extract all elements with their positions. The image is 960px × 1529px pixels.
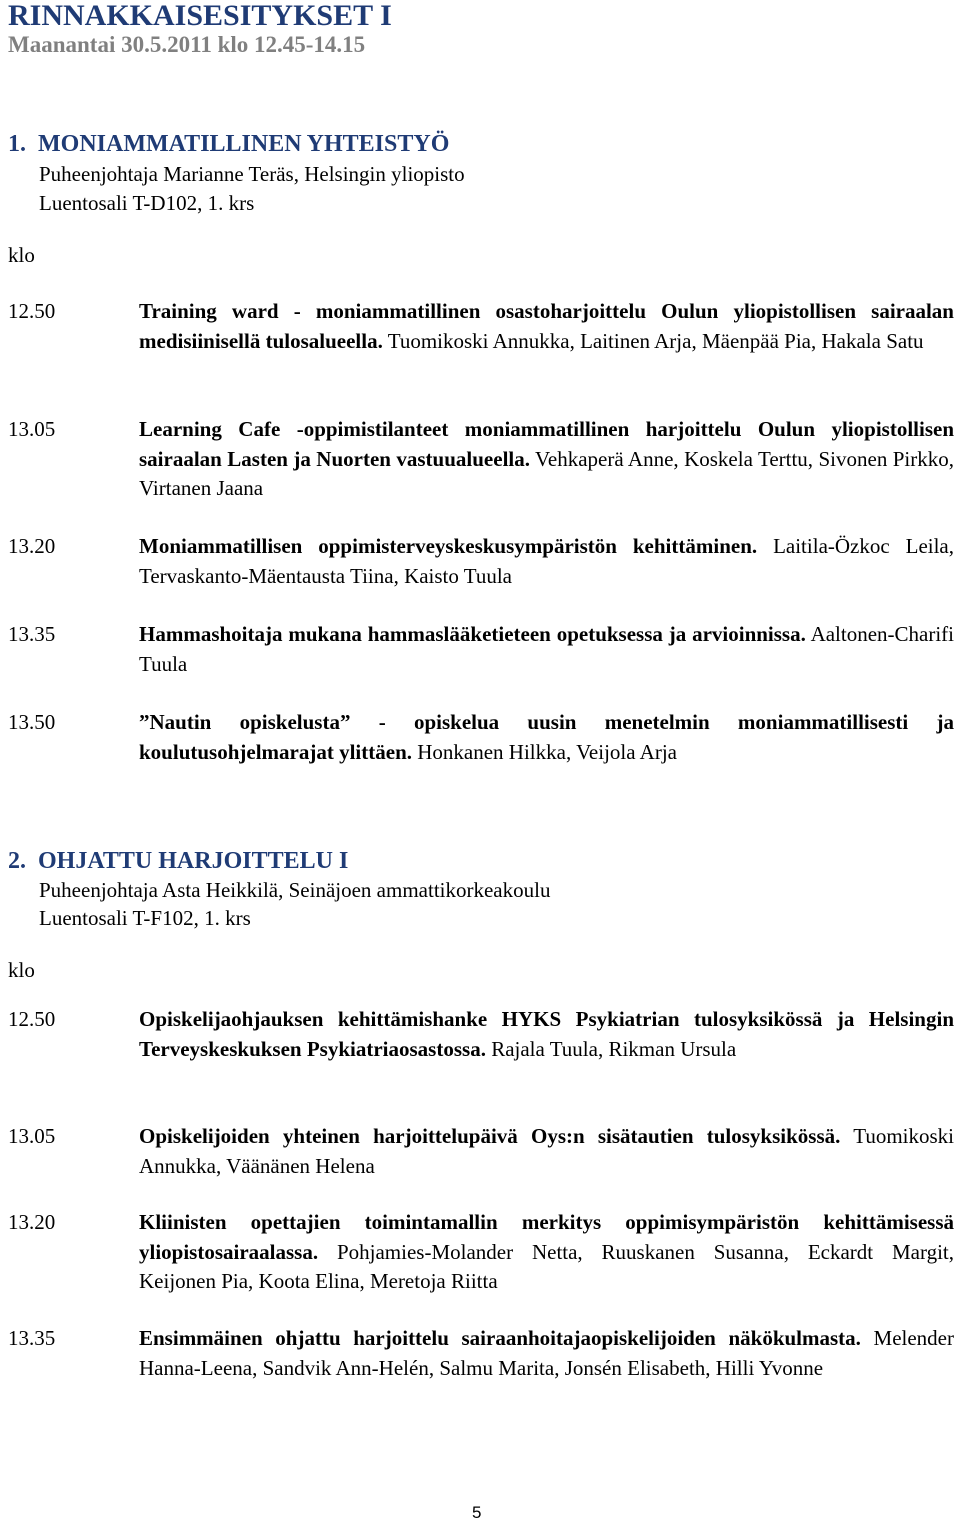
item-authors: Melender Hanna-Leena, Sandvik Ann-Helén, Salmu Marita, Jonsén Elisabeth, Hilli Yvonne bbox=[139, 1326, 954, 1380]
klo-label: klo bbox=[8, 243, 35, 267]
item-authors: Vehkaperä Anne, Koskela Terttu, Sivonen Pirkko, Virtanen Jaana bbox=[139, 446, 955, 500]
item-time: 13.05 bbox=[8, 1124, 56, 1148]
item-title: Training ward - moniammatillinen osastoharjoittelu Oulun yliopistollisen sairaalan medisiinisellä tulosalueella. bbox=[139, 299, 954, 353]
item-time: 13.05 bbox=[8, 417, 56, 441]
item-time: 13.20 bbox=[8, 1210, 56, 1234]
item-authors: Pohjamies-Molander Netta, Ruuskanen Susanna, Eckardt Margit, Keijonen Pia, Koota Elina, Meretoja Riitta bbox=[139, 1239, 954, 1293]
page-number: 5 bbox=[472, 1503, 482, 1522]
item-title: Moniammatillisen oppimisterveyskeskusympäristön kehittäminen. bbox=[139, 534, 758, 558]
program-item bbox=[8, 1005, 954, 1064]
item-time: 13.20 bbox=[8, 534, 56, 558]
session-chair: Puheenjohtaja Asta Heikkilä, Seinäjoen ammattikorkeakoulu bbox=[39, 878, 551, 902]
program-item bbox=[8, 1324, 954, 1383]
program-item bbox=[8, 1208, 954, 1297]
item-authors: Aaltonen-Charifi Tuula bbox=[139, 622, 955, 676]
item-title: Ensimmäinen ohjattu harjoittelu sairaanhoitajaopiskelijoiden näkökulmasta. bbox=[139, 1326, 861, 1350]
page-subtitle: Maanantai 30.5.2011 klo 12.45-14.15 bbox=[8, 32, 366, 57]
program-item bbox=[8, 1122, 954, 1181]
session-2-heading bbox=[8, 847, 348, 875]
item-time: 12.50 bbox=[8, 299, 56, 323]
item-authors: Tuomikoski Annukka, Väänänen Helena bbox=[139, 1124, 954, 1178]
session-room: Luentosali T-D102, 1. krs bbox=[39, 191, 255, 215]
session-1-heading bbox=[8, 130, 449, 158]
session-chair: Puheenjohtaja Marianne Teräs, Helsingin yliopisto bbox=[39, 162, 465, 186]
session-number: 1. bbox=[8, 131, 26, 157]
item-time: 13.50 bbox=[8, 710, 56, 734]
item-time: 12.50 bbox=[8, 1007, 56, 1031]
item-title: Kliinisten opettajien toimintamallin merkitys oppimisympäristön kehittämisessä yliopistosairaalassa. bbox=[139, 1210, 954, 1264]
session-name: OHJATTU HARJOITTELU I bbox=[38, 848, 349, 874]
program-item bbox=[8, 708, 954, 767]
item-authors: Tuomikoski Annukka, Laitinen Arja, Mäenpää Pia, Hakala Satu bbox=[387, 328, 924, 353]
item-title: Learning Cafe -oppimistilanteet moniammatillinen harjoittelu Oulun yliopistollisen sairaalan Lasten ja Nuorten vastuualueella. bbox=[139, 417, 954, 471]
item-title: Opiskelijoiden yhteinen harjoittelupäivä Oys:n sisätautien tulosyksikössä. bbox=[139, 1124, 841, 1148]
item-authors: Honkanen Hilkka, Veijola Arja bbox=[417, 739, 677, 764]
klo-label: klo bbox=[8, 958, 35, 982]
page-title: RINNAKKAISESITYKSET I bbox=[8, 0, 392, 32]
session-room: Luentosali T-F102, 1. krs bbox=[39, 906, 251, 930]
program-item bbox=[8, 620, 954, 679]
program-item bbox=[8, 415, 954, 504]
item-title: Opiskelijaohjauksen kehittämishanke HYKS Psykiatrian tulosyksikössä ja Helsingin Terveyskeskuksen Psykiatriaosastossa. bbox=[139, 1007, 954, 1061]
item-authors: Laitila-Özkoc Leila, Tervaskanto-Mäentausta Tiina, Kaisto Tuula bbox=[139, 534, 955, 588]
session-number: 2. bbox=[8, 848, 26, 874]
item-title: ”Nautin opiskelusta” - opiskelua uusin menetelmin moniammatillisesti ja koulutusohjelmarajat ylittäen. bbox=[139, 710, 954, 764]
item-title: Hammashoitaja mukana hammaslääketieteen opetuksessa ja arvioinnissa. bbox=[139, 622, 806, 646]
item-authors: Rajala Tuula, Rikman Ursula bbox=[491, 1036, 737, 1061]
program-item bbox=[8, 532, 954, 591]
item-time: 13.35 bbox=[8, 622, 56, 646]
session-name: MONIAMMATILLINEN YHTEISTYÖ bbox=[38, 131, 450, 157]
item-time: 13.35 bbox=[8, 1326, 56, 1350]
program-item bbox=[8, 297, 954, 356]
